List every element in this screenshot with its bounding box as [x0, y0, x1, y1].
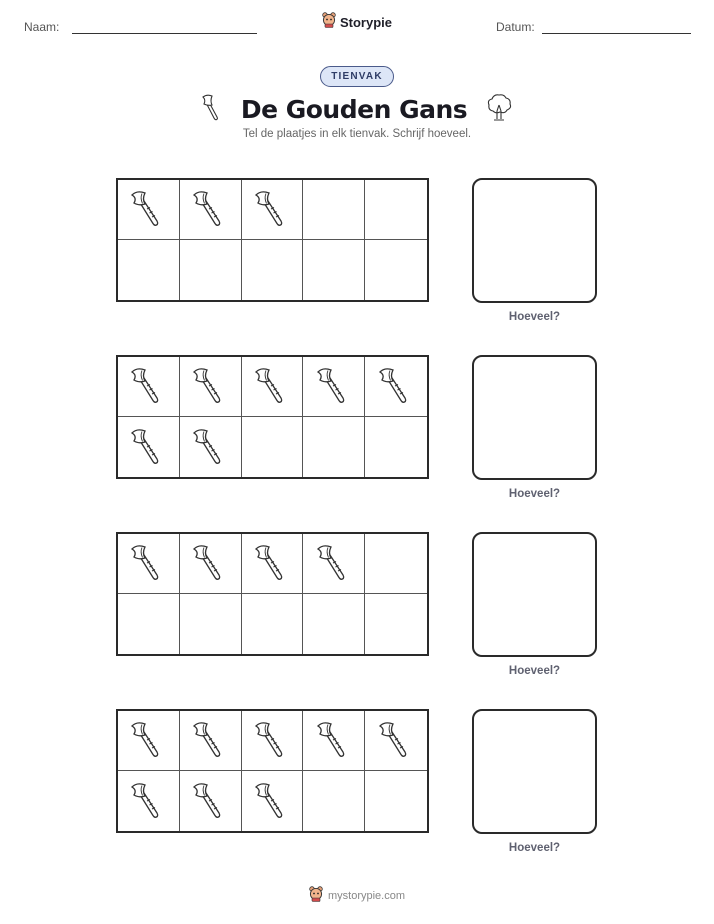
ten-frame-cell: [118, 711, 180, 771]
ten-frame-cell: [242, 771, 304, 831]
ten-frame-cell: [118, 771, 180, 831]
axe-icon: [252, 540, 292, 587]
ten-frame-cell: [303, 771, 365, 831]
footer-url: mystorypie.com: [327, 889, 406, 902]
axe-icon: [252, 717, 292, 764]
answer-label: Hoeveel?: [508, 842, 561, 854]
axe-icon: [128, 717, 168, 764]
ten-frame-cell: [180, 357, 242, 417]
ten-frame: [116, 532, 429, 656]
ten-frame-cell: [118, 594, 180, 654]
axe-icon: [128, 424, 168, 471]
ten-frame-cell: [303, 534, 365, 594]
storypie-logo-icon: [322, 12, 336, 33]
ten-frame-cell: [365, 594, 427, 654]
ten-frame-cell: [180, 180, 242, 240]
ten-frame-cell: [242, 180, 304, 240]
answer-box[interactable]: [472, 355, 597, 480]
axe-icon: [252, 778, 292, 825]
axe-icon: [128, 540, 168, 587]
ten-frame-cell: [365, 417, 427, 477]
ten-frame-cell: [303, 594, 365, 654]
ten-frame-cell: [365, 771, 427, 831]
axe-icon: [128, 363, 168, 410]
axe-icon: [190, 540, 230, 587]
ten-frame-cell: [303, 711, 365, 771]
axe-icon: [252, 363, 292, 410]
footer: [0, 886, 714, 907]
answer-box[interactable]: [472, 178, 597, 303]
axe-icon: [252, 186, 292, 233]
date-line[interactable]: [542, 33, 691, 34]
axe-icon: [190, 186, 230, 233]
axe-icon: [190, 717, 230, 764]
axe-icon: [201, 93, 223, 126]
ten-frame-cell: [365, 711, 427, 771]
axe-icon: [128, 778, 168, 825]
ten-frame-cell: [118, 180, 180, 240]
tree-icon: [485, 92, 513, 127]
axe-icon: [376, 363, 416, 410]
axe-icon: [314, 363, 354, 410]
storypie-logo-icon: [309, 886, 323, 905]
answer-label: Hoeveel?: [508, 488, 561, 500]
ten-frame: [116, 178, 429, 302]
ten-frame-cell: [180, 594, 242, 654]
ten-frame-cell: [242, 711, 304, 771]
axe-icon: [376, 717, 416, 764]
brand: [0, 12, 714, 33]
ten-frame-cell: [180, 771, 242, 831]
ten-frame-cell: [242, 417, 304, 477]
ten-frame-cell: [242, 594, 304, 654]
ten-frame-cell: [118, 240, 180, 300]
ten-frame-cell: [365, 357, 427, 417]
ten-frame: [116, 709, 429, 833]
answer-box[interactable]: [472, 532, 597, 657]
brand-name: Storypie: [339, 15, 392, 30]
ten-frame-cell: [180, 240, 242, 300]
ten-frame-cell: [118, 417, 180, 477]
ten-frame-cell: [180, 417, 242, 477]
answer-label: Hoeveel?: [508, 311, 561, 323]
axe-icon: [190, 363, 230, 410]
ten-frame-cell: [118, 534, 180, 594]
axe-icon: [314, 717, 354, 764]
ten-frame-cell: [365, 240, 427, 300]
ten-frame-cell: [242, 534, 304, 594]
axe-icon: [190, 424, 230, 471]
ten-frame-cell: [180, 534, 242, 594]
ten-frame-cell: [365, 180, 427, 240]
ten-frame-cell: [180, 711, 242, 771]
ten-frame-cell: [303, 357, 365, 417]
name-label: Naam:: [24, 20, 60, 34]
ten-frame: [116, 355, 429, 479]
ten-frame-cell: [118, 357, 180, 417]
name-line[interactable]: [72, 33, 257, 34]
instructions: Tel de plaatjes in elk tienvak. Schrijf hoeveel.: [242, 128, 472, 140]
ten-frame-cell: [242, 357, 304, 417]
date-label: Datum:: [496, 20, 535, 34]
page-title: De Gouden Gans: [240, 95, 468, 124]
ten-frame-cell: [303, 180, 365, 240]
ten-frame-cell: [303, 240, 365, 300]
ten-frame-cell: [365, 534, 427, 594]
axe-icon: [314, 540, 354, 587]
ten-frame-cell: [303, 417, 365, 477]
ten-frame-cell: [242, 240, 304, 300]
axe-icon: [128, 186, 168, 233]
answer-box[interactable]: [472, 709, 597, 834]
axe-icon: [190, 778, 230, 825]
topic-badge: TIENVAK: [320, 66, 394, 87]
answer-label: Hoeveel?: [508, 665, 561, 677]
